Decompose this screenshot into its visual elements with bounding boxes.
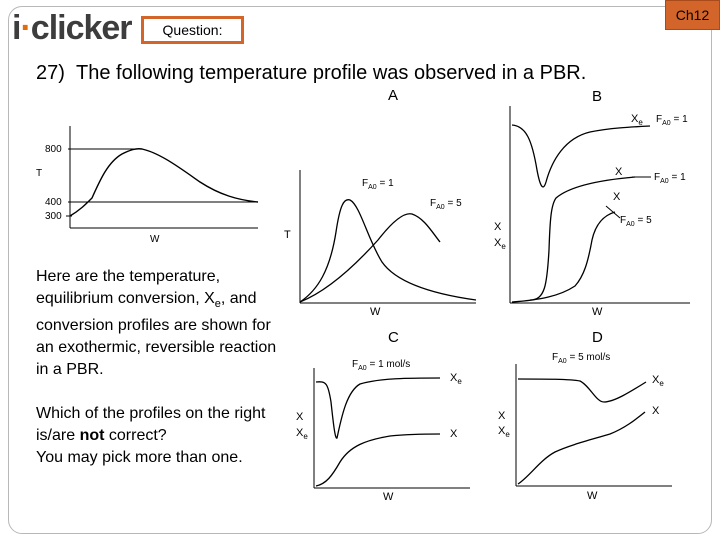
panel-a-label-fa0-5: $F_{A0} = 5$ <box>430 198 462 211</box>
panel-a-y-label: T <box>284 229 291 241</box>
panel-a-x-label: W <box>370 306 381 318</box>
panel-a-label-fa0-1: $F_{A0} = 1$ <box>362 178 394 191</box>
panel-b-leader-fa0-5 <box>606 206 620 218</box>
panel-c-xe-label: $X_e$ <box>450 372 462 386</box>
question-number: 27) <box>36 62 65 84</box>
panel-b-fa0-1-mid: $F_{A0} = 1$ <box>654 172 686 185</box>
panel-d-flow-label: $F_{A0} = 5$ mol/s <box>552 352 611 365</box>
panel-c-x-label: W <box>383 491 394 503</box>
panel-d-y-label-xe: $X_e$ <box>498 425 510 439</box>
panel-c-flow-label: $F_{A0} = 1$ mol/s <box>352 359 411 372</box>
para2-bold: not <box>79 427 105 445</box>
panel-d-xe-label: $X_e$ <box>652 374 664 388</box>
panel-d-letter: D <box>592 329 603 346</box>
temp-x-label: W <box>150 234 160 245</box>
panel-b-fa0-5: $F_{A0} = 5$ <box>620 215 652 228</box>
panel-a-plot <box>300 170 476 303</box>
panel-c-xe-curve <box>316 378 440 438</box>
logo-suffix: clicker <box>30 9 132 47</box>
panel-c-y-label-x: X <box>296 411 304 423</box>
logo-dot: · <box>20 9 31 47</box>
panel-d-y-label-x: X <box>498 410 506 422</box>
para1-text-b: , and conversion profiles are shown for an exothermic, reversible reaction in a PBR. <box>36 290 277 379</box>
logo-prefix: i <box>12 9 21 47</box>
temp-tick-300: 300 <box>45 211 62 222</box>
question-label: Question: <box>162 22 223 38</box>
panel-b-x-label-1: X <box>615 166 623 178</box>
para1-sub: e <box>214 298 221 311</box>
temp-tick-400: 400 <box>45 197 62 208</box>
para1-text-a: Here are the temperature, equilibrium conversion, X <box>36 268 221 307</box>
panel-a-letter: A <box>388 87 399 104</box>
panel-d-x-curve <box>518 412 645 484</box>
question-text: The following temperature profile was observed in a PBR. <box>76 62 587 84</box>
panel-c-y-label-xe: $X_e$ <box>296 427 308 441</box>
temp-profile-curve <box>70 149 258 216</box>
para2-text-a: Which of the profiles on the right is/are <box>36 405 266 445</box>
panel-a-curve-fa0-5 <box>300 214 440 302</box>
temperature-profile-plot <box>66 126 258 228</box>
panel-b-letter: B <box>592 88 603 105</box>
panel-d-x-curve-label: X <box>652 405 660 417</box>
temp-tick-800: 800 <box>45 144 62 155</box>
panel-b-x-label: W <box>592 306 603 318</box>
panel-b-x-fa0-5-curve <box>512 212 615 302</box>
panel-d-xe-curve <box>518 379 646 402</box>
panel-c-x-curve-label: X <box>450 428 458 440</box>
para2-text-b: correct? <box>104 427 167 445</box>
panel-b-y-label-xe: $X_e$ <box>494 237 506 251</box>
chapter-tag-text: Ch12 <box>675 7 710 23</box>
paragraph-3: You may pick more than one. <box>36 449 243 467</box>
panel-b-y-label-x: X <box>494 221 502 233</box>
panel-d-x-label: W <box>587 490 598 502</box>
temp-y-label: T <box>36 168 43 179</box>
panel-b-xe-label: $X_e$ <box>631 113 643 127</box>
panel-c-plot <box>314 368 470 488</box>
panel-c-x-curve <box>316 434 440 486</box>
panel-b-fa0-1-top: $F_{A0} = 1$ <box>656 114 688 127</box>
panel-d-plot <box>516 364 672 486</box>
panel-b-plot <box>510 106 690 303</box>
panel-b-x-label-2: X <box>613 191 621 203</box>
panel-c-letter: C <box>388 329 399 346</box>
